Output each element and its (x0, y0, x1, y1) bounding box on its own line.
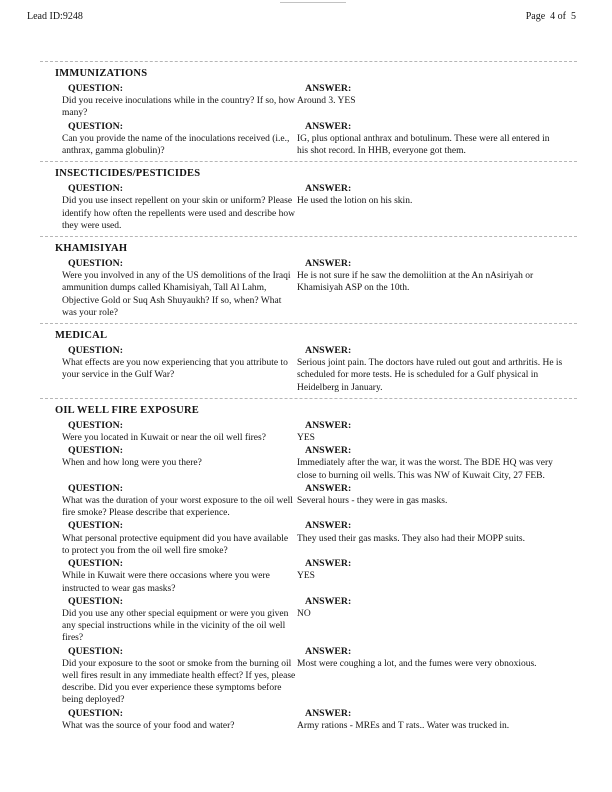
answer-label: ANSWER: (305, 707, 352, 719)
qa-row (54, 445, 577, 482)
question-label: QUESTION: (68, 419, 123, 431)
answer-text: NO (297, 608, 311, 619)
question-text: What was the duration of your worst exposure to the oil well fire smoke? Please describe that experience. (62, 496, 293, 519)
lead-id: Lead ID:9248 (27, 11, 83, 22)
answer-label: ANSWER: (305, 183, 352, 195)
answer-label: ANSWER: (305, 345, 352, 357)
section-title: INSECTICIDES/PESTICIDES (55, 168, 201, 180)
section (54, 323, 577, 394)
question-text: Did you use any other special equipment or were you given any special instructions while in the vicinity of the oil well fires? (62, 608, 289, 644)
qa-row (54, 520, 577, 557)
question-label: QUESTION: (68, 520, 123, 532)
answer-cell (297, 445, 577, 482)
answer-cell (297, 258, 577, 295)
question-label: QUESTION: (68, 345, 123, 357)
section (54, 61, 577, 157)
answer-text: Immediately after the war, it was the worst. The BDE HQ was very close to burning oil wells. This was NW of Kuwait City, 27 FEB. (297, 458, 553, 481)
question-cell (54, 83, 297, 120)
section (54, 398, 577, 732)
scan-artifact-line (280, 2, 346, 3)
page-number: Page 4 of 5 (525, 11, 576, 22)
answer-label: ANSWER: (305, 520, 352, 532)
answer-text: They used their gas masks. They also had their MOPP suits. (297, 533, 525, 544)
answer-cell (297, 420, 577, 444)
answer-cell (297, 345, 577, 394)
answer-text: YES (297, 571, 315, 582)
question-label: QUESTION: (68, 83, 123, 94)
answer-cell (297, 558, 577, 582)
answer-text: Army rations - MREs and T rats.. Water was trucked in. (297, 720, 510, 731)
answer-text: Around 3. YES (297, 96, 356, 107)
question-label: QUESTION: (68, 558, 123, 570)
question-cell (54, 558, 297, 595)
question-text: Were you located in Kuwait or near the oil well fires? (62, 433, 266, 444)
qa-row (54, 420, 577, 444)
section-title: KHAMISIYAH (55, 243, 128, 255)
answer-cell (297, 596, 577, 620)
answer-cell (297, 121, 577, 158)
answer-cell (297, 83, 577, 107)
section-separator-line (40, 236, 577, 237)
answer-text: IG, plus optional anthrax and botulinum. These were all entered in his shot record. In HHB, everyone got them. (297, 133, 550, 157)
question-cell (54, 646, 297, 707)
qa-row (54, 345, 577, 394)
question-text: Were you involved in any of the US demolitions of the Iraqi ammunition dumps called Khamisiyah, Tall Al Lahm, Objective Gold or Suq Ash Shuyaukh? If so, when? What was your role? (62, 271, 291, 318)
answer-label: ANSWER: (305, 83, 352, 94)
section-title: IMMUNIZATIONS (55, 68, 148, 79)
answer-text: YES (297, 433, 315, 444)
answer-text: Several hours - they were in gas masks. (297, 496, 448, 507)
question-label: QUESTION: (68, 482, 123, 494)
answer-text: Most were coughing a lot, and the fumes were very obnoxious. (297, 658, 537, 669)
qa-row (54, 121, 577, 158)
section-title: OIL WELL FIRE EXPOSURE (55, 404, 199, 416)
answer-text: He used the lotion on his skin. (297, 196, 413, 207)
question-text: When and how long were you there? (62, 458, 202, 469)
answer-label: ANSWER: (305, 120, 352, 132)
question-text: What effects are you now experiencing that you attribute to your service in the Gulf War? (62, 358, 288, 381)
section-separator-line (40, 323, 577, 324)
question-text: Did you use insect repellent on your skin or uniform? Please identify how often the repellents were used and describe how they were used. (62, 196, 295, 231)
section-separator-line (40, 161, 577, 162)
answer-cell (297, 708, 577, 732)
qa-row (54, 83, 577, 120)
question-cell (54, 258, 297, 319)
qa-row (54, 646, 577, 707)
answer-label: ANSWER: (305, 482, 352, 494)
question-label: QUESTION: (68, 258, 123, 270)
question-cell (54, 483, 297, 520)
answer-label: ANSWER: (305, 558, 352, 570)
answer-label: ANSWER: (305, 445, 352, 457)
qa-row (54, 258, 577, 319)
question-text: Did your exposure to the soot or smoke from the burning oil well fires result in any immediate health effect? If yes, please describe. Did you ever experience these symptoms before being deployed? (62, 658, 296, 706)
section-title: MEDICAL (55, 330, 108, 342)
section-separator-line (40, 61, 577, 62)
question-text: What personal protective equipment did you have available to protect you from the oil well fire smoke? (62, 533, 289, 556)
answer-label: ANSWER: (305, 419, 352, 431)
question-text: What was the source of your food and water? (62, 720, 235, 731)
question-text: Can you provide the name of the inoculations received (i.e., anthrax, gamma globulin)? (62, 133, 290, 157)
answer-text: He is not sure if he saw the demoliition at the An nAsiriyah or Khamisiyah ASP on the 10th. (297, 271, 534, 294)
question-label: QUESTION: (68, 445, 123, 457)
page-header (27, 11, 576, 22)
question-cell (54, 596, 297, 645)
question-cell (54, 520, 297, 557)
question-label: QUESTION: (68, 595, 123, 607)
section (54, 161, 577, 232)
qa-sections (54, 57, 577, 733)
question-cell (54, 420, 297, 444)
question-label: QUESTION: (68, 707, 123, 719)
question-text: Did you receive inoculations while in the country? If so, how many? (62, 96, 295, 119)
question-cell (54, 183, 297, 232)
section-separator-line (40, 398, 577, 399)
question-cell (54, 345, 297, 382)
answer-label: ANSWER: (305, 258, 352, 270)
question-label: QUESTION: (68, 183, 123, 195)
answer-text: Serious joint pain. The doctors have ruled out gout and arthritis. He is scheduled for more tests. He is scheduled for a Gulf physical in Heidelberg in January. (297, 358, 563, 393)
answer-cell (297, 483, 577, 507)
answer-label: ANSWER: (305, 595, 352, 607)
answer-label: ANSWER: (305, 645, 352, 657)
answer-cell (297, 183, 577, 207)
qa-row (54, 483, 577, 520)
question-cell (54, 445, 297, 469)
question-text: While in Kuwait were there occasions where you were instructed to wear gas masks? (62, 571, 270, 594)
qa-row (54, 558, 577, 595)
section (54, 236, 577, 319)
question-label: QUESTION: (68, 645, 123, 657)
question-label: QUESTION: (68, 120, 123, 132)
qa-row (54, 183, 577, 232)
question-cell (54, 708, 297, 732)
answer-cell (297, 646, 577, 670)
qa-row (54, 708, 577, 732)
qa-row (54, 596, 577, 645)
answer-cell (297, 520, 577, 544)
question-cell (54, 121, 297, 158)
